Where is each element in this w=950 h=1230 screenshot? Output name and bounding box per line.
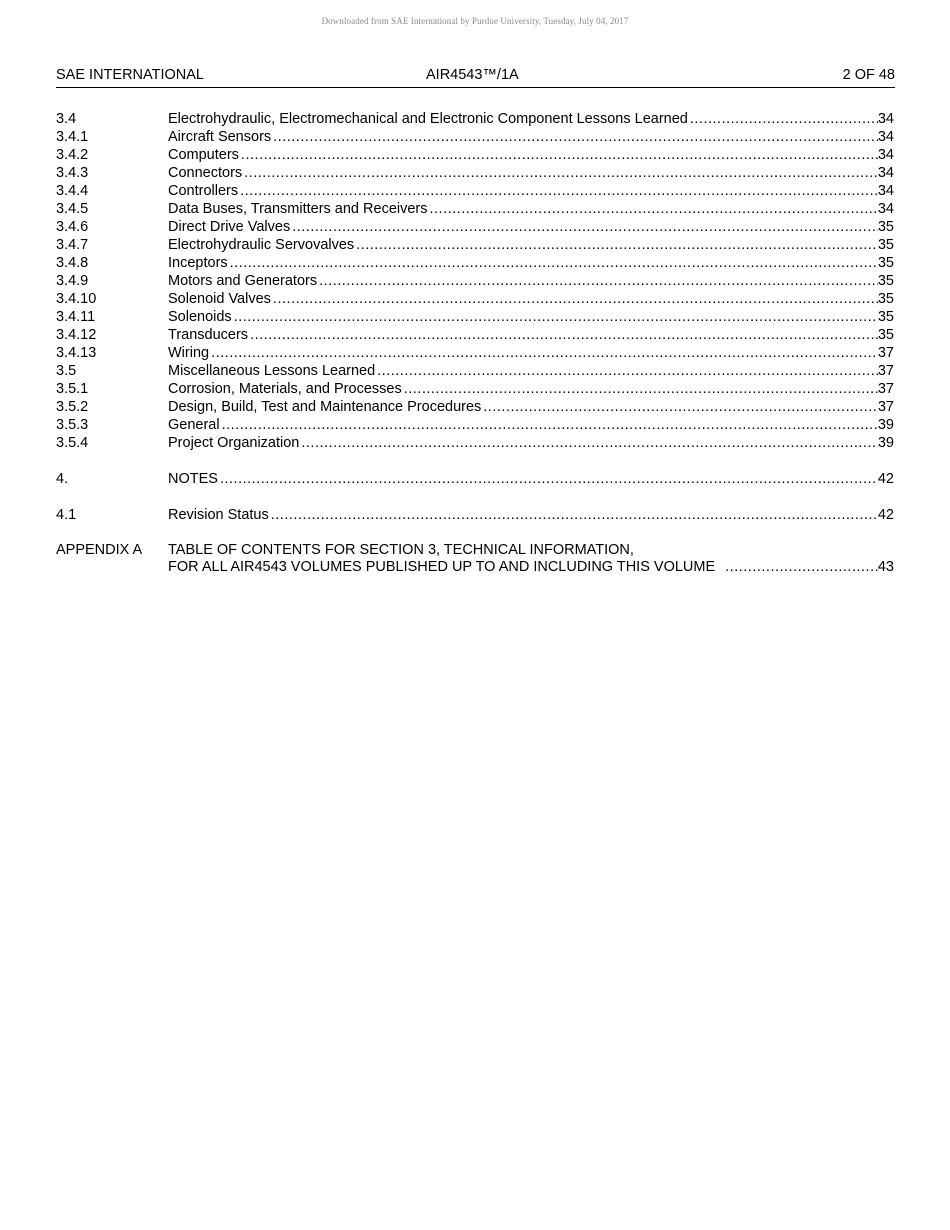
- toc-title: Connectors: [168, 165, 243, 181]
- toc-leader-dots: [354, 236, 878, 254]
- toc-number: 3.4.10: [56, 291, 97, 307]
- toc-title: Solenoids: [168, 309, 232, 325]
- appendix-label: APPENDIX A: [56, 542, 143, 558]
- toc-number: 3.4: [56, 111, 77, 127]
- toc-row[interactable]: [56, 182, 894, 200]
- toc-row[interactable]: [56, 308, 894, 326]
- toc-number: 3.5.1: [56, 381, 89, 397]
- toc-title: Data Buses, Transmitters and Receivers: [168, 201, 428, 217]
- toc-number: 3.4.7: [56, 237, 89, 253]
- toc-number: 3.4.6: [56, 219, 89, 235]
- toc-row[interactable]: [56, 506, 894, 524]
- toc-leader-dots: [218, 470, 878, 488]
- download-watermark: Downloaded from SAE International by Purdue University, Tuesday, July 04, 2017: [321, 16, 629, 26]
- toc-title: Electrohydraulic Servovalves: [168, 237, 355, 253]
- toc-page: 37: [877, 363, 894, 379]
- header-org: SAE INTERNATIONAL: [56, 67, 204, 83]
- toc-row[interactable]: [56, 470, 894, 488]
- toc-number: 3.5: [56, 363, 77, 379]
- toc-leader-dots: [402, 380, 878, 398]
- toc-page: 42: [877, 507, 894, 523]
- toc-page: 34: [877, 165, 894, 181]
- toc-leader-dots: [317, 272, 878, 290]
- toc-leader-dots: [228, 254, 878, 272]
- toc-leader-dots: [238, 182, 878, 200]
- toc-row[interactable]: [56, 146, 894, 164]
- toc-leader-dots: [239, 146, 878, 164]
- toc-number: 3.4.8: [56, 255, 89, 271]
- toc-appendix-row[interactable]: [56, 542, 894, 576]
- page-header: [56, 67, 895, 88]
- toc-row[interactable]: [56, 344, 894, 362]
- toc-page: 35: [877, 273, 894, 289]
- toc-page: 35: [877, 291, 894, 307]
- toc-page: 35: [877, 255, 894, 271]
- toc-number: 3.4.5: [56, 201, 89, 217]
- toc-page: 37: [877, 345, 894, 361]
- toc-number: 3.4.12: [56, 327, 97, 343]
- toc-leader-dots: [232, 308, 878, 326]
- header-page-number: 2 OF 48: [842, 67, 895, 83]
- toc-row[interactable]: [56, 380, 894, 398]
- toc-leader-dots: [220, 416, 878, 434]
- toc-page: 34: [877, 183, 894, 199]
- toc-number: 3.4.1: [56, 129, 89, 145]
- toc-page: 34: [877, 147, 894, 163]
- toc-row[interactable]: [56, 416, 894, 434]
- toc-number: 3.4.13: [56, 345, 97, 361]
- header-doc-id: AIR4543™/1A: [426, 67, 519, 83]
- toc-leader-dots: [209, 344, 878, 362]
- toc-number: 3.4.11: [56, 309, 96, 325]
- table-of-contents: [56, 110, 894, 576]
- toc-page: 35: [877, 237, 894, 253]
- toc-title: Aircraft Sensors: [168, 129, 272, 145]
- toc-page: 37: [877, 381, 894, 397]
- toc-leader-dots: [269, 506, 878, 524]
- toc-leader-dots: [375, 362, 878, 380]
- toc-row[interactable]: [56, 164, 894, 182]
- toc-row[interactable]: [56, 218, 894, 236]
- toc-row[interactable]: [56, 128, 894, 146]
- toc-number: 3.5.3: [56, 417, 89, 433]
- toc-leader-dots: [723, 559, 878, 576]
- toc-title: Computers: [168, 147, 239, 163]
- toc-title: Transducers: [168, 327, 249, 343]
- toc-title: Wiring: [168, 345, 210, 361]
- toc-title: Electrohydraulic, Electromechanical and Electronic Component Lessons Learned: [168, 111, 688, 127]
- toc-title: Revision Status: [168, 507, 269, 523]
- appendix-title-line-2: FOR ALL AIR4543 VOLUMES PUBLISHED UP TO AND INCLUDING THIS VOLUME: [168, 559, 716, 575]
- toc-number: 3.4.3: [56, 165, 89, 181]
- toc-leader-dots: [428, 200, 878, 218]
- toc-title: Inceptors: [168, 255, 228, 271]
- toc-number: 3.5.4: [56, 435, 89, 451]
- toc-row[interactable]: [56, 254, 894, 272]
- toc-title: Motors and Generators: [168, 273, 318, 289]
- toc-leader-dots: [271, 290, 878, 308]
- toc-row[interactable]: [56, 326, 894, 344]
- toc-row[interactable]: [56, 110, 894, 128]
- toc-page: 39: [877, 417, 894, 433]
- toc-leader-dots: [688, 110, 878, 128]
- toc-title: Design, Build, Test and Maintenance Procedures: [168, 399, 482, 415]
- toc-page: 37: [877, 399, 894, 415]
- appendix-page: 43: [877, 559, 894, 575]
- toc-leader-dots: [242, 164, 878, 182]
- toc-number: 3.5.2: [56, 399, 89, 415]
- toc-page: 34: [877, 129, 894, 145]
- toc-title: Direct Drive Valves: [168, 219, 291, 235]
- toc-page: 35: [877, 309, 894, 325]
- toc-page: 34: [877, 201, 894, 217]
- toc-page: 39: [877, 435, 894, 451]
- toc-row[interactable]: [56, 272, 894, 290]
- toc-title: Miscellaneous Lessons Learned: [168, 363, 376, 379]
- toc-title: NOTES: [168, 471, 218, 487]
- toc-number: 4.1: [56, 507, 77, 523]
- toc-row[interactable]: [56, 434, 894, 452]
- toc-title: Solenoid Valves: [168, 291, 271, 307]
- toc-number: 3.4.9: [56, 273, 89, 289]
- toc-number: 3.4.4: [56, 183, 89, 199]
- toc-leader-dots: [271, 128, 878, 146]
- toc-title: Corrosion, Materials, and Processes: [168, 381, 402, 397]
- toc-title: Controllers: [168, 183, 239, 199]
- toc-page: 35: [877, 219, 894, 235]
- toc-leader-dots: [290, 218, 878, 236]
- toc-row[interactable]: [56, 200, 894, 218]
- toc-row[interactable]: [56, 398, 894, 416]
- appendix-title-line-1: TABLE OF CONTENTS FOR SECTION 3, TECHNICAL INFORMATION,: [168, 542, 634, 558]
- toc-leader-dots: [299, 434, 877, 452]
- toc-page: 42: [877, 471, 894, 487]
- toc-title: General: [168, 417, 220, 433]
- toc-leader-dots: [481, 398, 878, 416]
- toc-row[interactable]: [56, 290, 894, 308]
- toc-number: 3.4.2: [56, 147, 89, 163]
- toc-number: 4.: [56, 471, 69, 487]
- toc-page: 34: [877, 111, 894, 127]
- toc-page: 35: [877, 327, 894, 343]
- toc-row[interactable]: [56, 236, 894, 254]
- toc-leader-dots: [248, 326, 878, 344]
- toc-title: Project Organization: [168, 435, 300, 451]
- toc-row[interactable]: [56, 362, 894, 380]
